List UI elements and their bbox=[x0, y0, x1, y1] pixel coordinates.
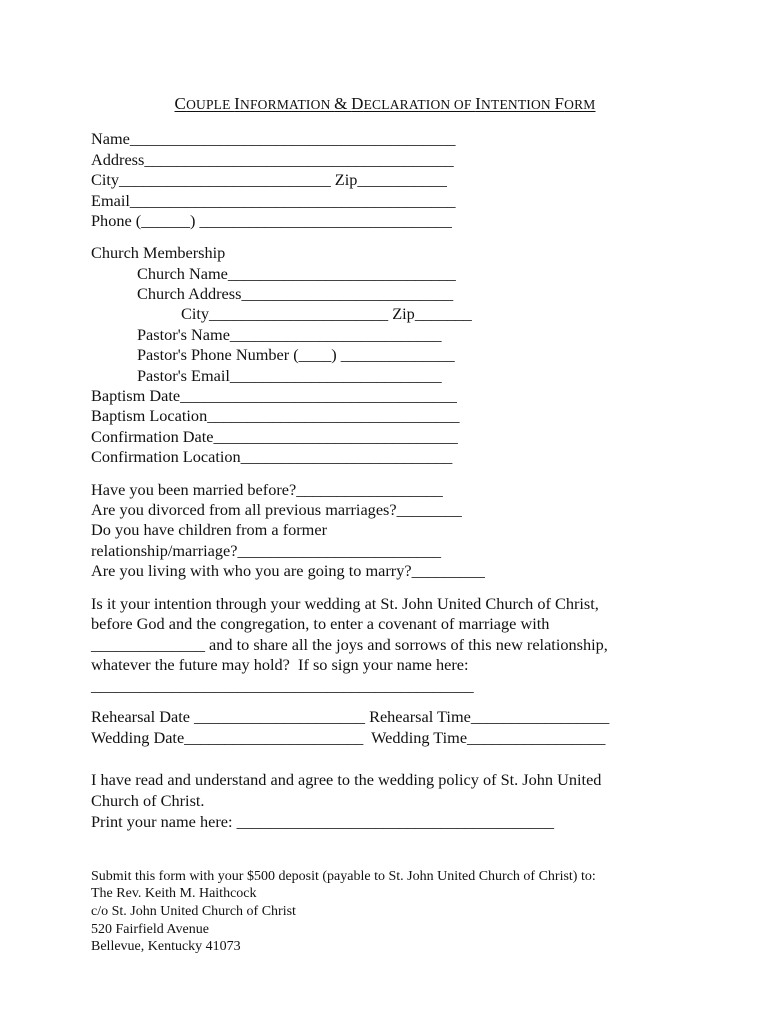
footer-address-line: 520 Fairfield Avenue bbox=[91, 922, 209, 937]
married-before-field[interactable]: Have you been married before?__________________ bbox=[91, 480, 443, 499]
footer-address-line: Bellevue, Kentucky 41073 bbox=[91, 939, 241, 954]
title-part: INFORMATION bbox=[234, 94, 335, 113]
baptism-date-field[interactable]: Baptism Date__________________________________ bbox=[91, 386, 457, 405]
children-question: Do you have children from a former bbox=[91, 520, 327, 539]
church-membership-heading: Church Membership bbox=[91, 243, 226, 262]
intention-text: Is it your intention through your wedding at St. John United Church of Christ, bbox=[91, 594, 599, 613]
address-field[interactable]: Address______________________________________ bbox=[91, 150, 454, 169]
church-name-field[interactable]: Church Name____________________________ bbox=[137, 264, 456, 283]
intention-partner-field[interactable]: ______________ and to share all the joys and sorrows of this new relationship, bbox=[91, 635, 608, 654]
intention-text: whatever the future may hold? If so sign your name here: bbox=[91, 655, 469, 674]
city-zip-field[interactable]: City__________________________ Zip___________ bbox=[91, 170, 447, 189]
wedding-field[interactable]: Wedding Date______________________ Wedding Time_________________ bbox=[91, 728, 606, 747]
footer-instructions: Submit this form with your $500 deposit (payable to St. John United Church of Christ) to: bbox=[91, 869, 596, 884]
print-name-field[interactable]: Print your name here: _______________________________________ bbox=[91, 812, 555, 831]
intention-text: before God and the congregation, to enter a covenant of marriage with bbox=[91, 614, 550, 633]
phone-field[interactable]: Phone (______) _______________________________ bbox=[91, 211, 452, 230]
form-title bbox=[0, 94, 770, 114]
children-field[interactable]: relationship/marriage?_________________________ bbox=[91, 541, 441, 560]
footer-address-line: The Rev. Keith M. Haithcock bbox=[91, 886, 257, 901]
living-with-field[interactable]: Are you living with who you are going to marry?_________ bbox=[91, 561, 485, 580]
rehearsal-field[interactable]: Rehearsal Date _____________________ Rehearsal Time_________________ bbox=[91, 707, 610, 726]
title-part: DECLARATION OF bbox=[351, 94, 476, 113]
title-part: & bbox=[334, 94, 348, 113]
pastor-phone-field[interactable]: Pastor's Phone Number (____) ______________ bbox=[137, 345, 455, 364]
email-field[interactable]: Email________________________________________ bbox=[91, 191, 456, 210]
footer-address-line: c/o St. John United Church of Christ bbox=[91, 904, 296, 919]
name-field[interactable]: Name________________________________________ bbox=[91, 129, 456, 148]
agreement-text: Church of Christ. bbox=[91, 791, 205, 810]
confirmation-location-field[interactable]: Confirmation Location__________________________ bbox=[91, 447, 453, 466]
church-city-zip-field[interactable]: City______________________ Zip_______ bbox=[181, 304, 472, 323]
title-part: FORM bbox=[554, 94, 596, 113]
signature-field[interactable]: _______________________________________________ bbox=[91, 676, 474, 695]
confirmation-date-field[interactable]: Confirmation Date______________________________ bbox=[91, 427, 458, 446]
pastor-email-field[interactable]: Pastor's Email__________________________ bbox=[137, 366, 442, 385]
divorced-field[interactable]: Are you divorced from all previous marriages?________ bbox=[91, 500, 462, 519]
agreement-text: I have read and understand and agree to the wedding policy of St. John United bbox=[91, 770, 602, 789]
title-part: COUPLE bbox=[174, 94, 235, 113]
pastor-name-field[interactable]: Pastor's Name__________________________ bbox=[137, 325, 442, 344]
baptism-location-field[interactable]: Baptism Location_______________________________ bbox=[91, 406, 460, 425]
title-part: INTENTION bbox=[475, 94, 555, 113]
church-address-field[interactable]: Church Address__________________________ bbox=[137, 284, 454, 303]
